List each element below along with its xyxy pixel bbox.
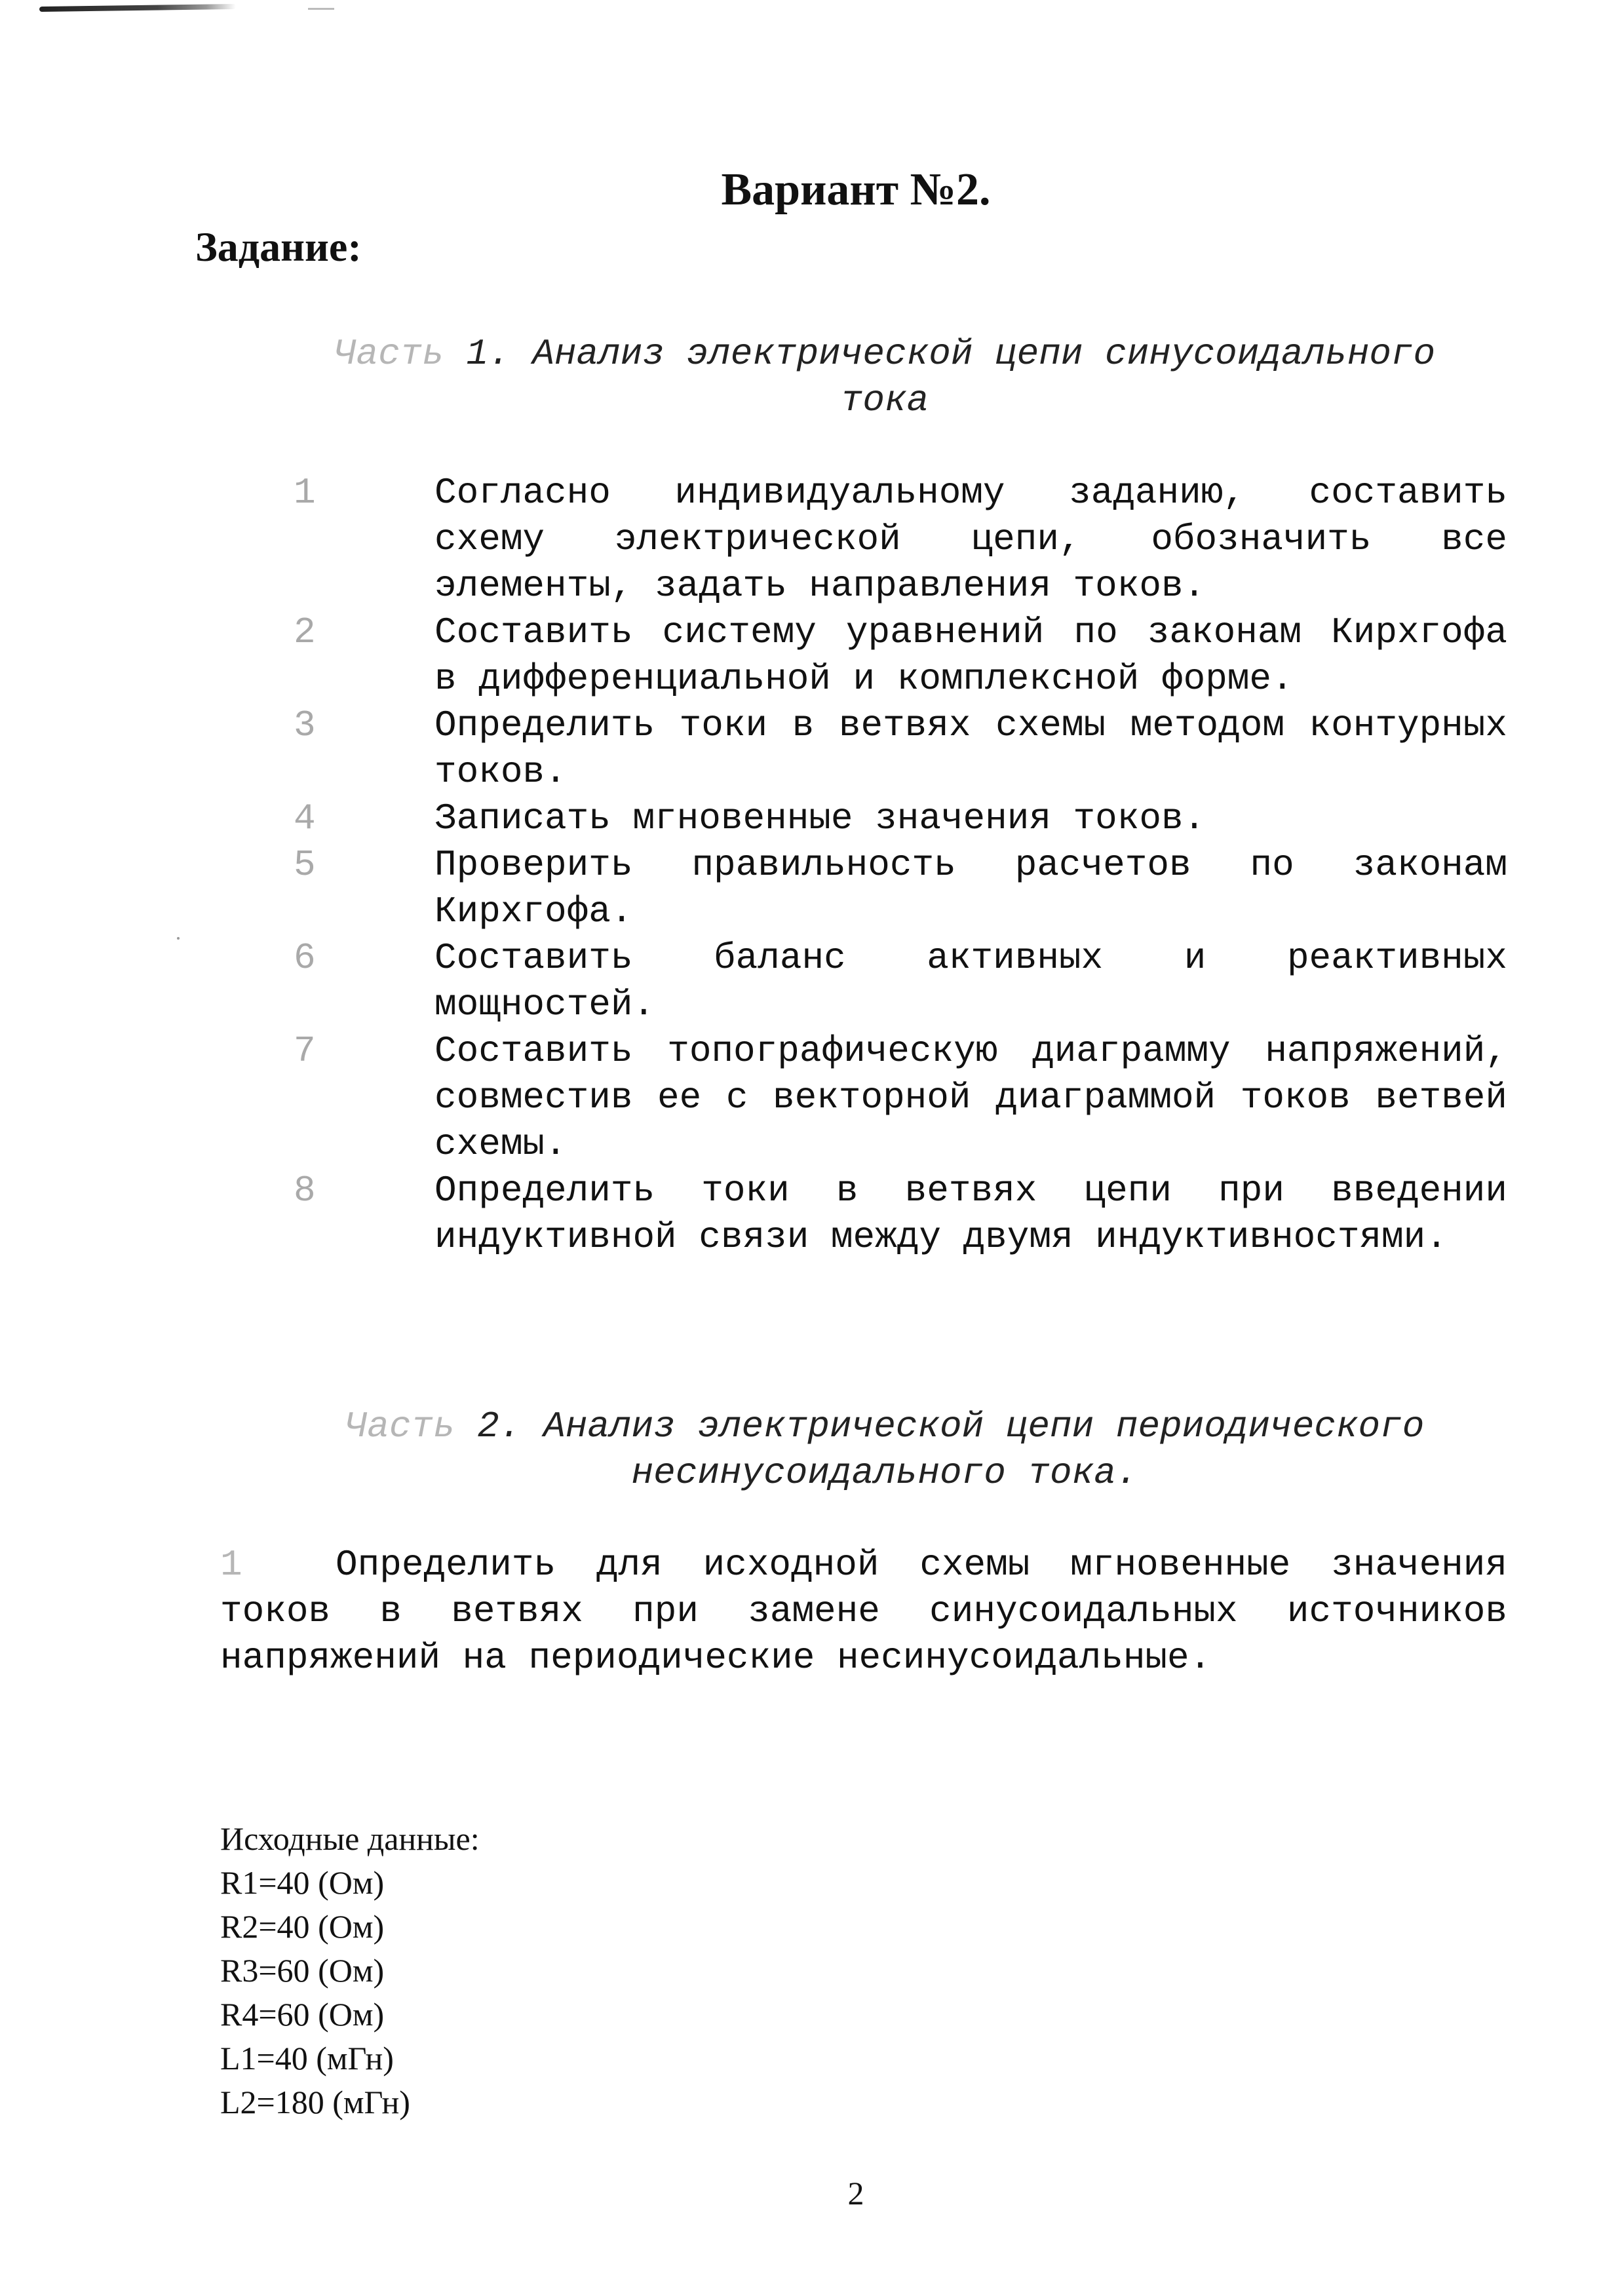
list-item [262,842,1507,935]
param-unit: (Ом) [318,1908,385,1945]
list-item [262,795,1507,842]
param-name: L1 [220,2040,257,2076]
data-row [220,2037,480,2080]
param-value: =60 [258,1952,310,1989]
part2-prefix: Часть [345,1406,455,1447]
part2-heading [249,1404,1520,1497]
part1-prefix: Часть [334,333,444,375]
page-number: 2 [847,2175,864,2211]
param-name: R3 [220,1952,259,1989]
source-data [220,1817,480,2124]
list-item [262,1028,1507,1168]
data-row [220,1905,480,1949]
data-row [220,1861,480,1905]
list-item [262,702,1507,795]
param-name: R1 [220,1864,259,1901]
param-value: =40 [258,1908,310,1945]
list-item-text: Составить топографическую диаграмму напряжений, совместив ее с векторной диаграммой токов ветвей схемы. [434,1030,1507,1165]
list-item-number: 7 [294,1030,316,1072]
list-item-number: 5 [294,844,316,886]
list-item-text: Согласно индивидуальному заданию, составить схему электрической цепи, обозначить все элементы, задать направления токов. [434,472,1507,607]
part2-line2: несинусоидального тока. [631,1452,1138,1494]
list-item-number: 3 [294,704,316,746]
part2-paragraph [220,1542,1507,1681]
list-item-number: 2 [294,611,316,653]
list-item-text: Определить токи в ветвях цепи при введении индуктивной связи между двумя индуктивностями. [434,1170,1507,1258]
param-unit: (Ом) [318,1952,385,1989]
param-value: =40 [256,2040,308,2076]
param-value: =40 [258,1864,310,1901]
list-item [262,935,1507,1028]
list-item [262,470,1507,609]
scan-artifact [39,4,236,12]
list-item-number: 8 [294,1170,316,1212]
param-unit: (Ом) [318,1996,385,2033]
source-data-header: Исходные данные: [220,1820,480,1857]
list-item-number: 6 [294,937,316,979]
list-item-number: 1 [294,472,316,514]
param-unit: (Ом) [318,1864,385,1901]
param-unit: (мГн) [332,2084,410,2120]
list-item-text: Составить систему уравнений по законам Кирхгофа в дифференциальной и комплексной форме. [434,611,1507,700]
task-list [262,470,1507,1261]
param-value: =60 [258,1996,310,2033]
list-item-text: Проверить правильность расчетов по законам Кирхгофа. [434,844,1507,932]
list-item-number: 4 [294,797,316,839]
list-item-text: Определить токи в ветвях схемы методом контурных токов. [434,704,1507,793]
data-row [220,2080,480,2124]
paragraph-text: Определить для исходной схемы мгновенные значения токов в ветвях при замене синусоидальных источников напряжений на периодические несинусоидальные. [220,1544,1507,1679]
paragraph-number: 1 [220,1544,242,1586]
part1-line1: 1. Анализ электрической цепи синусоидального [444,333,1436,375]
task-label: Задание: [195,223,362,270]
list-item [262,1168,1507,1261]
list-item [262,609,1507,702]
scan-artifact [177,937,180,940]
part1-heading [249,331,1520,424]
param-name: R2 [220,1908,259,1945]
data-row [220,1949,480,1993]
param-name: R4 [220,1996,259,2033]
param-value: =180 [256,2084,324,2120]
param-name: L2 [220,2084,257,2120]
part1-line2: тока [840,379,929,421]
part2-line1: 2. Анализ электрической цепи периодического [455,1406,1425,1447]
page-title: Вариант №2. [721,164,991,215]
data-row [220,1993,480,2037]
scan-artifact [308,8,334,10]
list-item-text: Записать мгновенные значения токов. [434,797,1206,839]
list-item-text: Составить баланс активных и реактивных мощностей. [434,937,1507,1025]
param-unit: (мГн) [316,2040,394,2076]
